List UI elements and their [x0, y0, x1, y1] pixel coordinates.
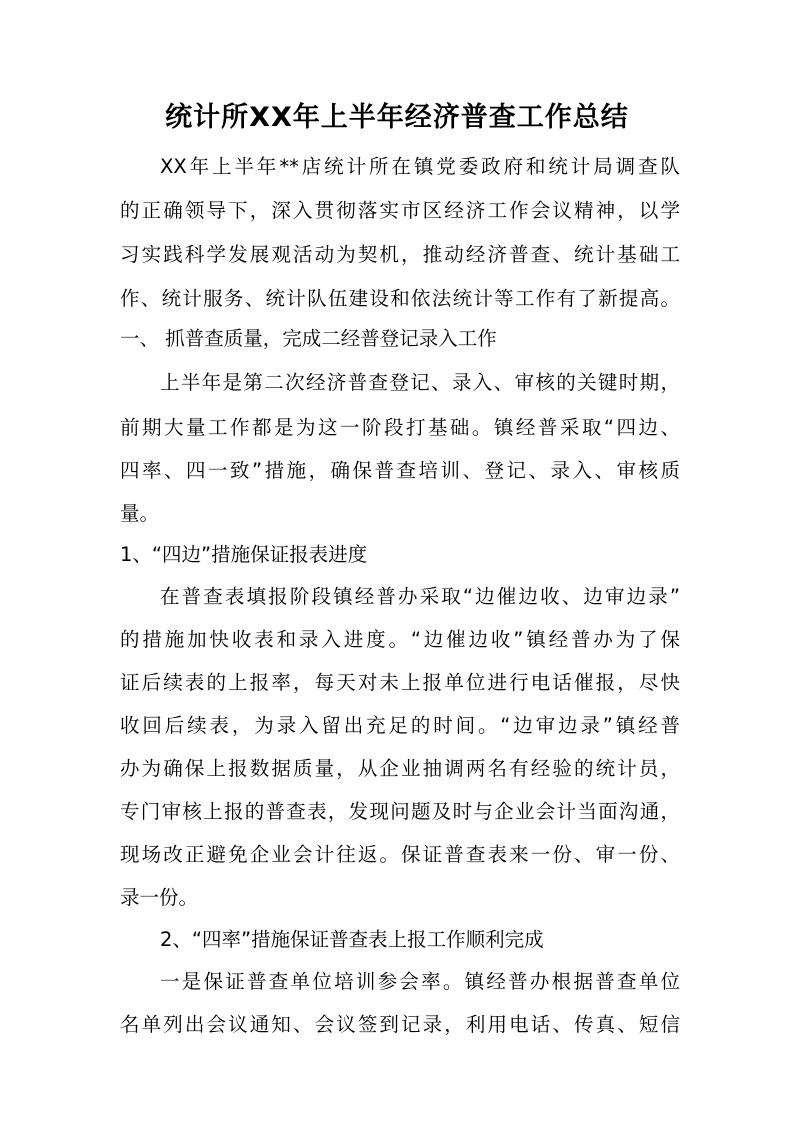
paragraph-line: 现场改正避免企业会计往返。保证普查表来一份、审一份、	[120, 843, 680, 866]
paragraph-line: 的措施加快收表和录入进度。“边催边收”镇经普办为了保	[120, 628, 680, 651]
paragraph-line: XX年上半年**店统计所在镇党委政府和统计局调查队	[160, 155, 680, 178]
paragraph-line: 证后续表的上报率，每天对未上报单位进行电话催报，尽快	[120, 671, 680, 694]
paragraph-line: 的正确领导下，深入贯彻落实市区经济工作会议精神，以学	[120, 199, 680, 222]
paragraph-line: 四率、四一致”措施，确保普查培训、登记、录入、审核质	[120, 459, 680, 482]
paragraph-line: 名单列出会议通知、会议签到记录，利用电话、传真、短信	[120, 1013, 680, 1036]
paragraph-line: 作、统计服务、统计队伍建设和依法统计等工作有了新提高。	[120, 287, 680, 310]
subsection-heading: 1、“四边”措施保证报表进度	[120, 543, 368, 566]
paragraph-line: 习实践科学发展观活动为契机，推动经济普查、统计基础工	[120, 243, 680, 266]
paragraph-line: 办为确保上报数据质量，从企业抽调两名有经验的统计员，	[120, 757, 680, 780]
subsection-heading: 2、“四率”措施保证普查表上报工作顺利完成	[160, 928, 544, 951]
paragraph-line: 前期大量工作都是为这一阶段打基础。镇经普采取“四边、	[120, 416, 680, 439]
paragraph-line: 录一份。	[120, 886, 199, 909]
paragraph-line: 上半年是第二次经济普查登记、录入、审核的关键时期，	[160, 371, 680, 394]
paragraph-line: 一是保证普查单位培训参会率。镇经普办根据普查单位	[160, 970, 680, 993]
paragraph-line: 收回后续表，为录入留出充足的时间。“边审边录”镇经普	[120, 714, 680, 737]
paragraph-line: 在普查表填报阶段镇经普办采取“边催边收、边审边录”	[160, 585, 680, 608]
section-heading: 一、 抓普查质量，完成二经普登记录入工作	[120, 327, 497, 350]
paragraph-line: 量。	[120, 502, 160, 525]
document-title: 统计所XX年上半年经济普查工作总结	[165, 102, 629, 133]
paragraph-line: 专门审核上报的普查表，发现问题及时与企业会计当面沟通，	[120, 800, 680, 823]
